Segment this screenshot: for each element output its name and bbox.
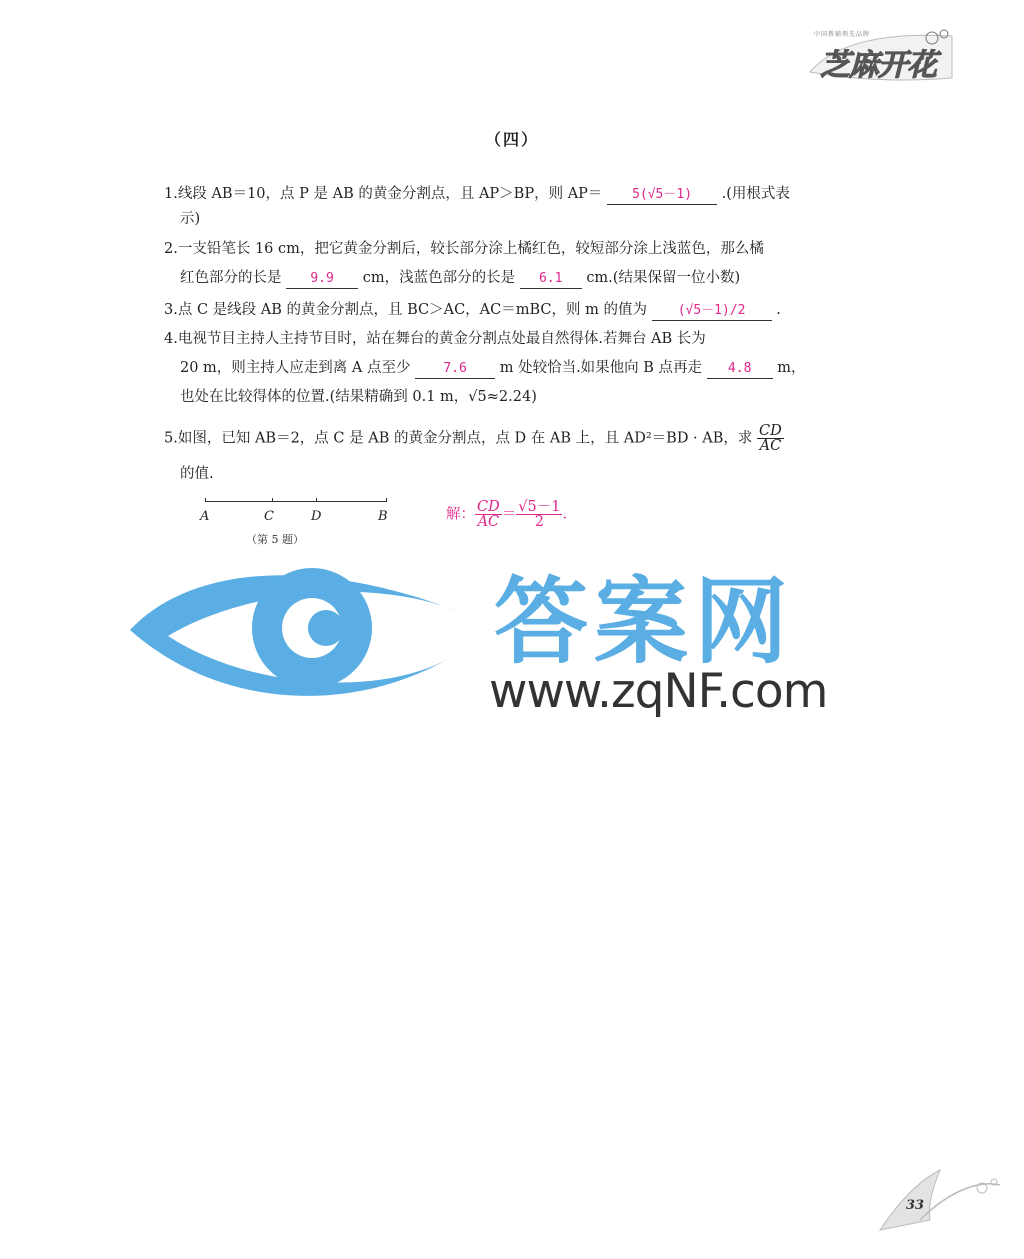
question-5-cont: 的值. <box>180 466 214 482</box>
tick-d <box>316 498 317 502</box>
tick-c <box>272 498 273 502</box>
question-5: 5.如图，已知 AB＝2，点 C 是 AB 的黄金分割点，点 D 在 AB 上，且 AD²＝BD · AB，求 $\frac{CD}{AC}$ <box>164 423 782 454</box>
question-1-cont: 示) <box>180 211 201 227</box>
answer-4b: 4.8 <box>707 360 773 379</box>
question-2-cont: 红色部分的长是 9.9 cm，浅蓝色部分的长是 6.1 cm.(结果保留一位小数) <box>180 266 740 290</box>
question-2: 2.一支铅笔长 16 cm，把它黄金分割后，较长部分涂上橘红色，较短部分涂上浅蓝色，那么橘 <box>164 241 764 257</box>
logo-tagline: 中国教辅领先品牌 <box>814 31 871 38</box>
answer-1: 5(√5－1) <box>607 186 717 205</box>
solution-rhs-fraction: $\frac{√5-1}{2}$ <box>518 499 561 530</box>
answer-2a: 9.9 <box>286 270 358 289</box>
section-title: （四） <box>484 130 539 149</box>
watermark-title: 答案网 <box>494 568 795 677</box>
segment-ab <box>205 501 387 502</box>
point-label-d: D <box>311 509 322 524</box>
tick-b <box>386 498 387 502</box>
question-5-fraction: $\frac{CD}{AC}$ <box>759 423 782 454</box>
watermark-url: www.zqNF.com <box>489 664 828 719</box>
question-1: 1.线段 AB＝10，点 P 是 AB 的黄金分割点，且 AP＞BP，则 AP＝ 5(√5－1) .(用根式表 <box>164 182 790 206</box>
corner-flower-icon <box>870 1160 1010 1244</box>
point-label-b: B <box>378 509 388 524</box>
question-4: 4.电视节目主持人主持节目时，站在舞台的黄金分割点处最自然得体.若舞台 AB 长为 <box>164 331 706 347</box>
figure-caption: （第 5 题） <box>246 533 304 546</box>
answer-3: (√5－1)/2 <box>652 302 772 321</box>
answer-4a: 7.6 <box>415 360 495 379</box>
question-3: 3.点 C 是线段 AB 的黄金分割点，且 BC＞AC，AC＝mBC，则 m 的值为 (√5－1)/2 . <box>164 298 781 322</box>
logo-text: 芝麻开花 <box>820 48 936 83</box>
page-number: 33 <box>906 1198 925 1213</box>
answer-2b: 6.1 <box>520 270 582 289</box>
solution: 解： $\frac{CD}{AC}$ ＝ $\frac{√5-1}{2}$ . <box>446 499 568 530</box>
point-label-c: C <box>264 509 274 524</box>
question-4-cont2: 也处在比较得体的位置.(结果精确到 0.1 m，√5≈2.24) <box>180 389 537 405</box>
question-4-cont: 20 m，则主持人应走到离 A 点至少 7.6 m 处较恰当.如果他向 B 点再走 4.8 m， <box>180 356 806 380</box>
watermark-eye-icon <box>128 548 463 717</box>
solution-lhs-fraction: $\frac{CD}{AC}$ <box>477 499 500 530</box>
point-label-a: A <box>200 509 210 524</box>
tick-a <box>205 498 206 502</box>
